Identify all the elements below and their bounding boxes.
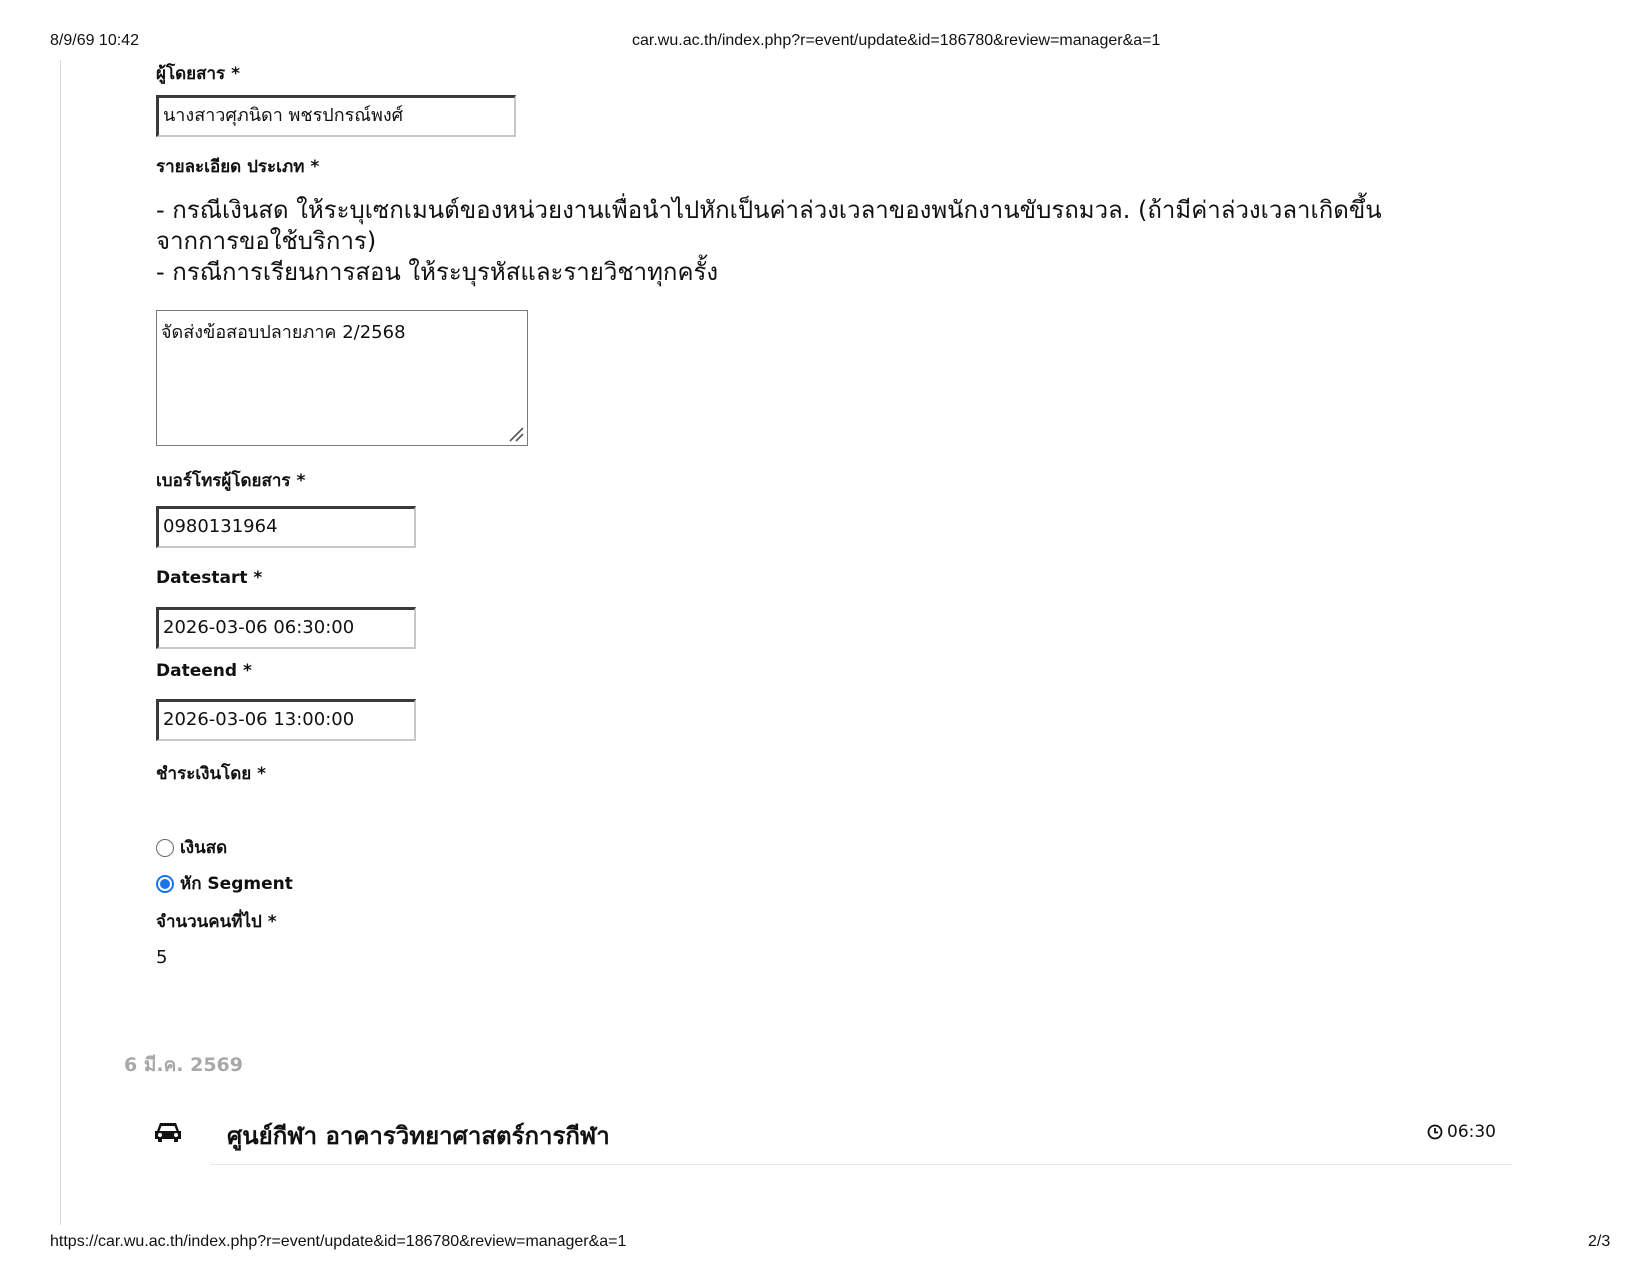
event-title: ศูนย์กีฬา อาคารวิทยาศาสตร์การกีฬา — [227, 1122, 610, 1150]
event-divider — [210, 1164, 1512, 1165]
event-time-value: 06:30 — [1447, 1122, 1496, 1142]
event-time — [1427, 1122, 1496, 1142]
datestart-label: Datestart * — [156, 568, 263, 588]
passenger-input[interactable]: นางสาวศุภนิดา พชรปกรณ์พงศ์ — [156, 95, 516, 137]
details-label: รายละเอียด ประเภท * — [156, 157, 320, 177]
phone-input[interactable]: 0980131964 — [156, 506, 416, 548]
details-hint-line: - กรณีการเรียนการสอน ให้ระบุรหัสและรายวิชาทุกครั้ง — [156, 258, 719, 286]
payment-radio-segment[interactable] — [156, 875, 174, 893]
details-textarea-value: จัดส่งข้อสอบปลายภาค 2/2568 — [161, 322, 406, 343]
resize-grip-icon[interactable] — [507, 425, 525, 443]
payment-option-cash[interactable] — [156, 834, 227, 861]
passenger-label: ผู้โดยสาร * — [156, 64, 240, 84]
details-hint — [156, 195, 1516, 288]
details-textarea[interactable] — [156, 310, 528, 446]
payment-radio-cash[interactable] — [156, 839, 174, 857]
print-header-datetime: 8/9/69 10:42 — [50, 32, 139, 49]
datestart-input[interactable]: 2026-03-06 06:30:00 — [156, 607, 416, 649]
print-page-number: 2/3 — [1588, 1233, 1611, 1250]
details-hint-line: - กรณีเงินสด ให้ระบุเซกเมนต์ของหน่วยงานเพื่อนำไปหักเป็นค่าล่วงเวลาของพนักงานขับรถมวล. (ถ้ามีค่าล่วงเวลาเกิดขึ้น — [156, 196, 1382, 224]
schedule-event-item[interactable] — [152, 1110, 1512, 1170]
people-count-label: จำนวนคนที่ไป * — [156, 912, 277, 932]
payment-label: ชำระเงินโดย * — [156, 764, 267, 784]
print-footer-url: https://car.wu.ac.th/index.php?r=event/update&id=186780&review=manager&a=1 — [50, 1233, 627, 1250]
schedule-date-heading: 6 มี.ค. 2569 — [124, 1054, 244, 1076]
phone-label: เบอร์โทรผู้โดยสาร * — [156, 471, 306, 491]
people-count-value: 5 — [156, 947, 168, 968]
details-hint-line: จากการขอใช้บริการ) — [156, 227, 377, 255]
left-border-line — [60, 60, 61, 1225]
payment-option-label: เงินสด — [180, 838, 228, 858]
clock-icon — [1427, 1124, 1443, 1140]
dateend-input[interactable]: 2026-03-06 13:00:00 — [156, 699, 416, 741]
print-header-url: car.wu.ac.th/index.php?r=event/update&id=186780&review=manager&a=1 — [632, 32, 1161, 49]
car-icon — [154, 1120, 182, 1144]
payment-option-label: หัก Segment — [180, 874, 293, 894]
payment-option-segment[interactable] — [156, 870, 293, 897]
dateend-label: Dateend * — [156, 661, 252, 681]
